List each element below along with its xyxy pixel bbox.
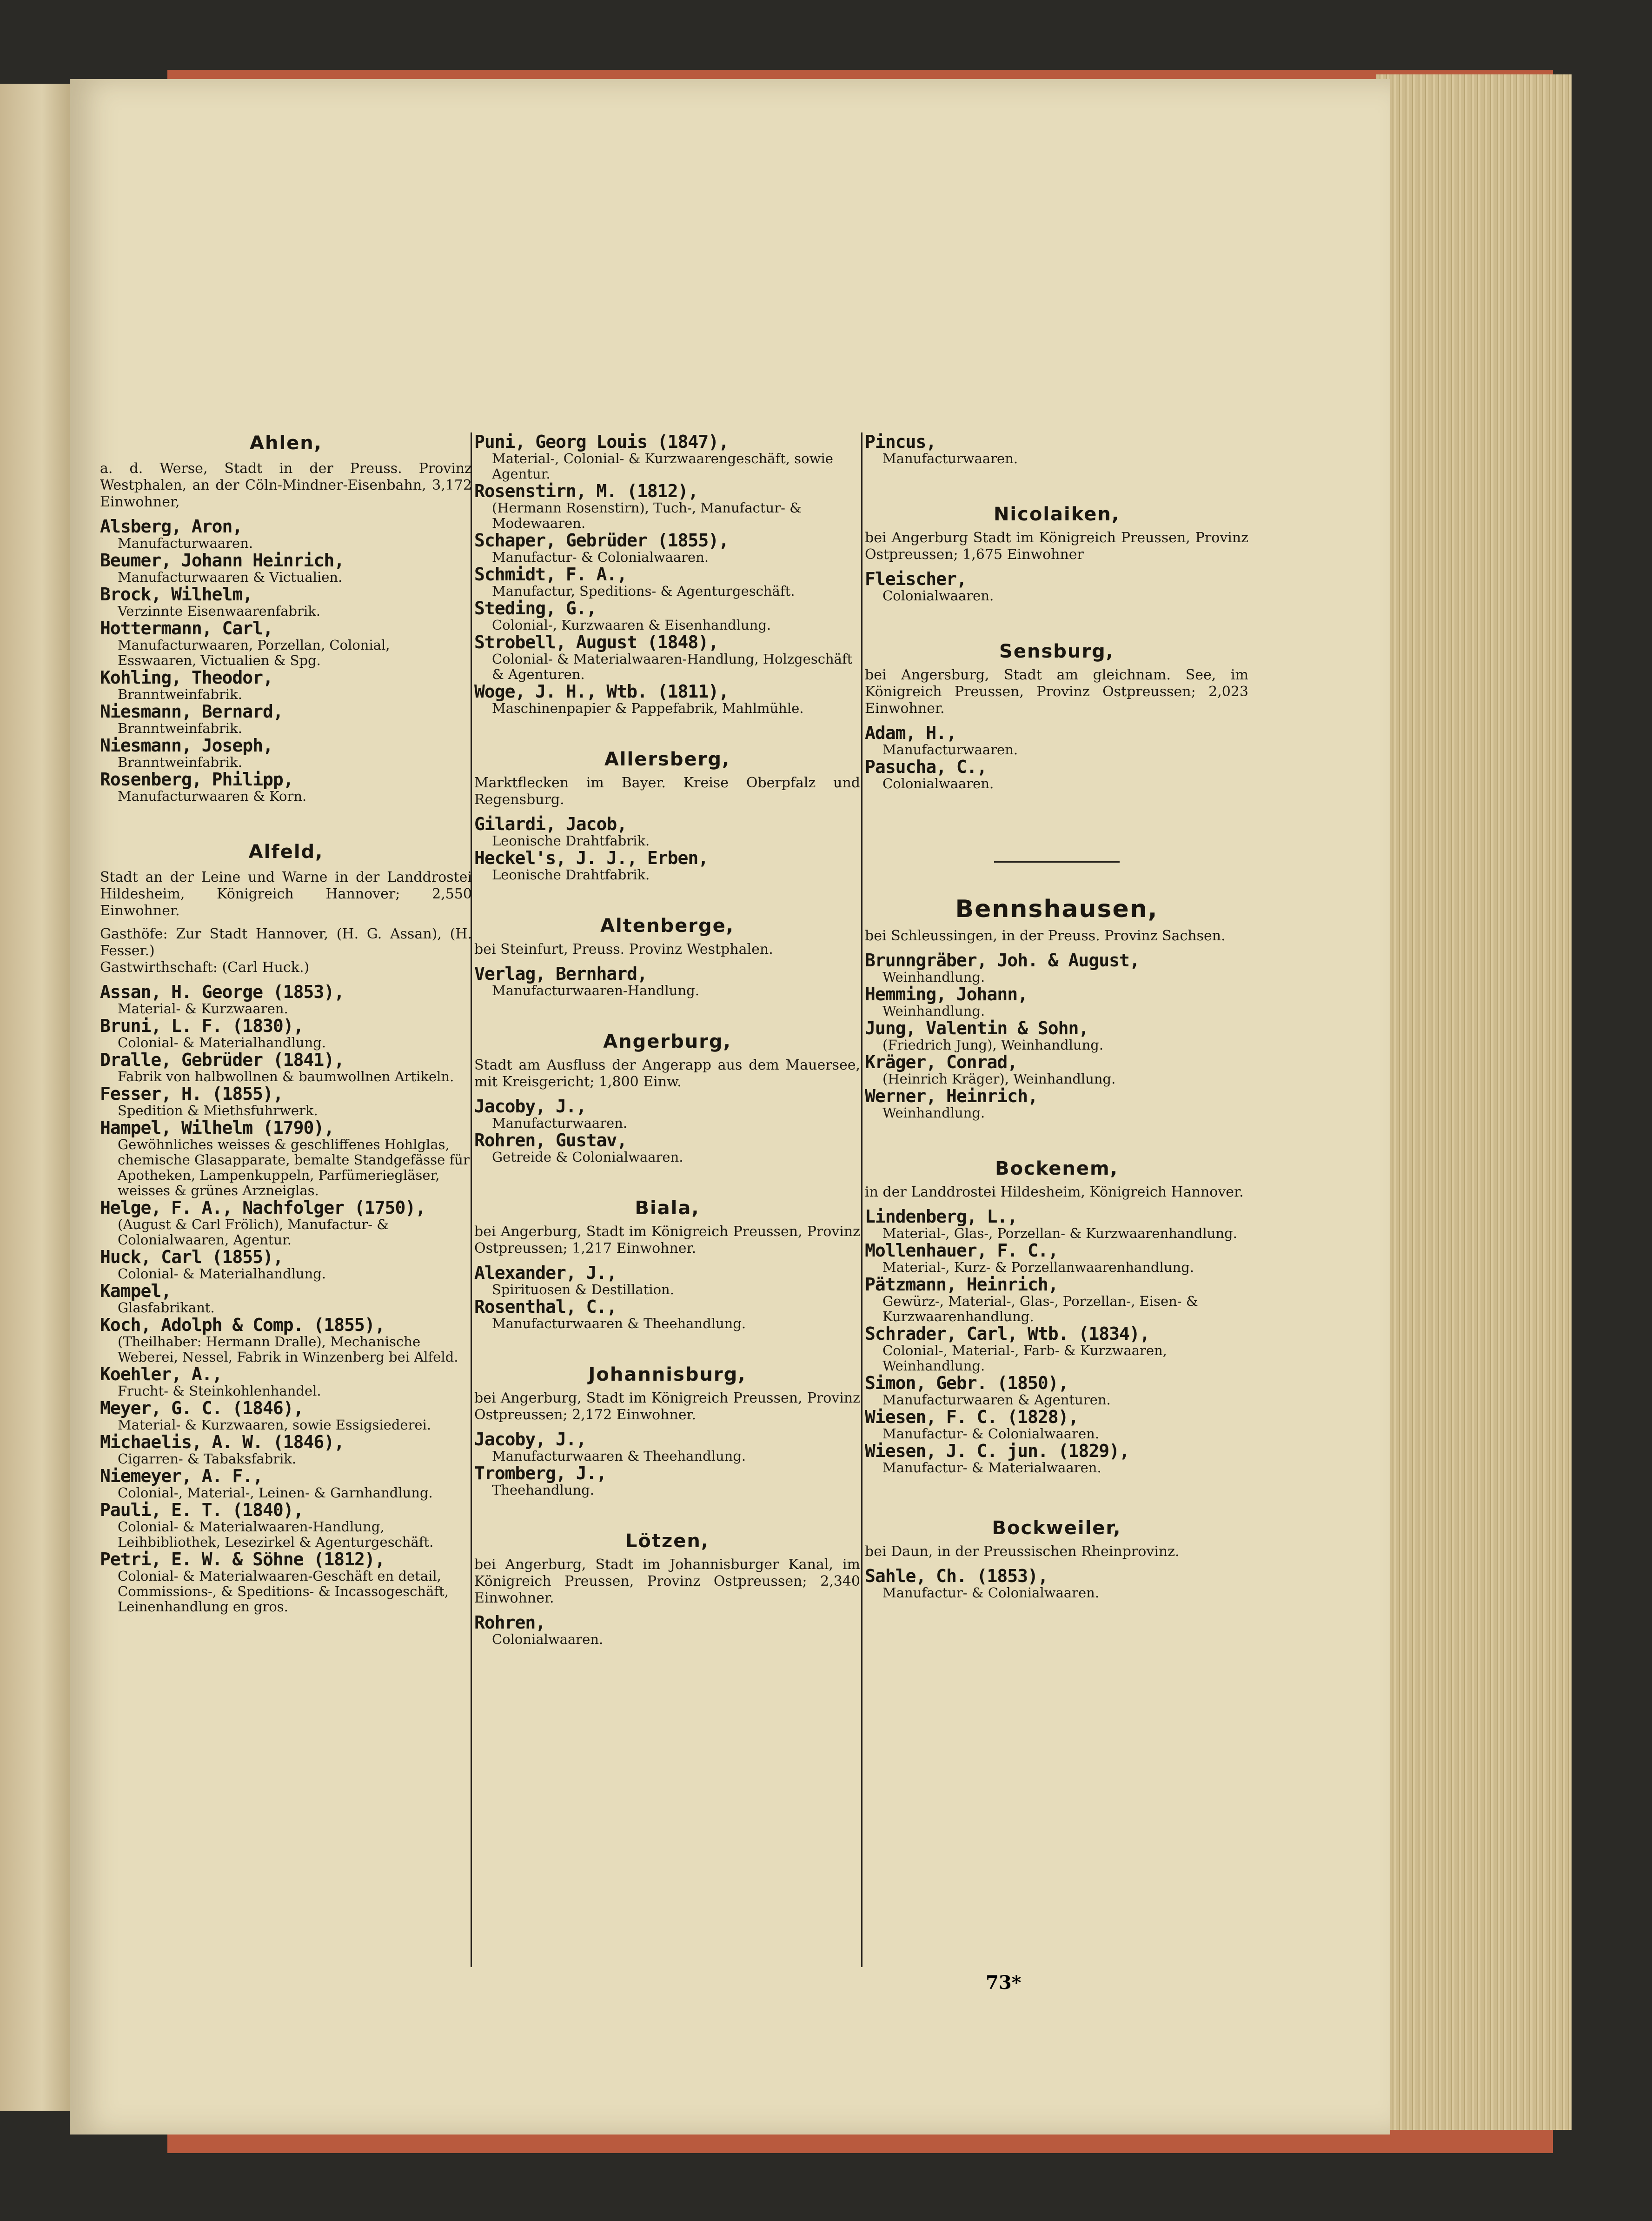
firm-details: Manufactur, Speditions- & Agenturgeschäft.	[492, 583, 795, 599]
place-heading: Ahlen,	[250, 432, 322, 454]
place-heading: Sensburg,	[999, 641, 1114, 662]
firm-details: Colonial-, Material-, Leinen- & Garnhandlung.	[118, 1485, 433, 1501]
firm-details: Manufacturwaaren & Agenturen.	[882, 1392, 1111, 1408]
directory-section	[865, 432, 1248, 466]
firm-name: Fleischer,	[865, 569, 967, 589]
firm-name: Heckel's, J. J., Erben,	[474, 848, 709, 868]
firm-name: Schmidt, F. A.,	[474, 564, 627, 585]
section-divider	[994, 861, 1120, 863]
firm-name: Schaper, Gebrüder (1855),	[474, 530, 729, 551]
firm-details: Branntweinfabrik.	[118, 686, 242, 702]
directory-section	[100, 841, 472, 1615]
directory-entry	[100, 983, 472, 1017]
column-1	[100, 432, 472, 2014]
firm-details: Leonische Drahtfabrik.	[492, 867, 650, 883]
place-description: bei Angerburg, Stadt im Königreich Preussen, Provinz Ostpreussen; 1,217 Einwohner.	[474, 1224, 860, 1257]
directory-entry	[865, 1442, 1248, 1476]
directory-entry	[474, 1297, 860, 1331]
firm-details: Cigarren- & Tabaksfabrik.	[118, 1451, 297, 1467]
firm-details: Fabrik von halbwollnen & baumwollnen Artikeln.	[118, 1069, 454, 1084]
firm-name: Hampel, Wilhelm (1790),	[100, 1117, 334, 1138]
directory-entry	[865, 1275, 1248, 1324]
firm-name: Kampel,	[100, 1281, 172, 1301]
firm-name: Jung, Valentin & Sohn,	[865, 1018, 1089, 1038]
directory-entry	[100, 1248, 472, 1282]
firm-name: Lindenberg, L.,	[865, 1206, 1018, 1227]
firm-details: Colonial- & Materialwaaren-Geschäft en detail, Commissions-, & Speditions- & Incassogeschäft, Leinenhandlung en gros.	[118, 1568, 449, 1615]
firm-name: Niemeyer, A. F.,	[100, 1466, 263, 1486]
place-description: bei Angersburg, Stadt am gleichnam. See, im Königreich Preussen, Provinz Ostpreussen; 2,023 Einwohner.	[865, 667, 1248, 717]
firm-details: Manufactur- & Colonialwaaren.	[492, 549, 709, 565]
place-description: bei Daun, in der Preussischen Rheinprovinz.	[865, 1543, 1180, 1560]
place-description: bei Schleussingen, in der Preuss. Provinz Sachsen.	[865, 928, 1226, 944]
firm-name: Steding, G.,	[474, 598, 597, 618]
directory-entry	[865, 1207, 1248, 1241]
firm-name: Niesmann, Joseph,	[100, 735, 273, 756]
firm-name: Bruni, L. F. (1830),	[100, 1016, 304, 1036]
directory-entry	[100, 668, 472, 702]
place-description: in der Landdrostei Hildesheim, Königreich Hannover.	[865, 1184, 1244, 1200]
place-description: a. d. Werse, Stadt in der Preuss. Provinz Westphalen, an der Cöln-Mindner-Eisenbahn, 3,172 Einwohner,	[100, 460, 472, 510]
directory-section	[474, 432, 860, 716]
directory-entry	[100, 702, 472, 736]
directory-entry	[100, 517, 472, 551]
directory-entry	[474, 682, 860, 716]
firm-details: Manufacturwaaren & Victualien.	[118, 569, 343, 585]
directory-entry	[865, 1567, 1248, 1601]
firm-name: Koch, Adolph & Comp. (1855),	[100, 1315, 385, 1335]
firm-name: Woge, J. H., Wtb. (1811),	[474, 681, 729, 702]
directory-section	[100, 432, 472, 804]
firm-details: Getreide & Colonialwaaren.	[492, 1149, 683, 1165]
directory-entry	[865, 1019, 1248, 1053]
place-heading: Angerburg,	[603, 1031, 731, 1052]
firm-name: Tromberg, J.,	[474, 1463, 607, 1483]
firm-name: Michaelis, A. W. (1846),	[100, 1432, 345, 1452]
directory-entry	[474, 633, 860, 682]
firm-details: Gewürz-, Material-, Glas-, Porzellan-, Eisen- & Kurzwaarenhandlung.	[882, 1293, 1198, 1324]
directory-entry	[865, 1374, 1248, 1408]
firm-details: Manufacturwaaren.	[882, 451, 1018, 466]
place-heading: Johannisburg,	[588, 1364, 746, 1385]
column-3	[865, 432, 1248, 2014]
place-note: Gasthöfe: Zur Stadt Hannover, (H. G. Assan), (H. Fesser.)	[100, 926, 472, 959]
firm-details: Colonial- & Materialwaaren-Handlung, Leihbibliothek, Lesezirkel & Agenturgeschäft.	[118, 1519, 434, 1550]
firm-details: Weinhandlung.	[882, 1105, 985, 1121]
place-description: Stadt an der Leine und Warne in der Landdrostei Hildesheim, Königreich Hannover; 2,550 Einwohner.	[100, 869, 472, 919]
firm-name: Hottermann, Carl,	[100, 618, 273, 638]
firm-details: Maschinenpapier & Pappefabrik, Mahlmühle.	[492, 700, 804, 716]
firm-name: Kohling, Theodor,	[100, 667, 273, 688]
firm-details: Verzinnte Eisenwaarenfabrik.	[118, 603, 321, 619]
firm-details: Spirituosen & Destillation.	[492, 1282, 674, 1297]
firm-name: Simon, Gebr. (1850),	[865, 1373, 1068, 1393]
place-heading: Bennshausen,	[955, 895, 1158, 923]
directory-entry	[100, 1282, 472, 1316]
directory-section	[865, 861, 1248, 1121]
firm-details: Manufacturwaaren & Theehandlung.	[492, 1448, 746, 1464]
firm-name: Hemming, Johann,	[865, 984, 1028, 1004]
firm-details: Manufacturwaaren.	[492, 1115, 628, 1131]
directory-entry	[474, 1131, 860, 1165]
firm-name: Adam, H.,	[865, 723, 956, 743]
firm-name: Niesmann, Bernard,	[100, 701, 283, 722]
firm-details: Gewöhnliches weisses & geschliffenes Hohlglas, chemische Glasapparate, bemalte Standgefässe für Apotheken, Lampenkuppeln, Parfümeriegläser, weisses & grünes Arzneiglas.	[118, 1137, 470, 1198]
directory-entry	[474, 1263, 860, 1297]
firm-name: Brunngräber, Joh. & August,	[865, 950, 1140, 971]
page-number: 73*	[986, 1972, 1022, 1994]
firm-name: Fesser, H. (1855),	[100, 1084, 283, 1104]
firm-name: Rohren,	[474, 1612, 546, 1633]
firm-name: Meyer, G. C. (1846),	[100, 1398, 304, 1418]
firm-details: Manufacturwaaren.	[118, 535, 253, 551]
place-description: bei Angerburg, Stadt im Johannisburger Kanal, im Königreich Preussen, Provinz Ostpreussen; 2,340 Einwohner.	[474, 1556, 860, 1606]
directory-section	[865, 641, 1248, 791]
directory-entry	[100, 1433, 472, 1467]
directory-entry	[100, 1550, 472, 1615]
firm-name: Wiesen, F. C. (1828),	[865, 1407, 1079, 1427]
firm-details: Manufacturwaaren & Theehandlung.	[492, 1316, 746, 1331]
directory-section	[474, 1530, 860, 1647]
directory-entry	[474, 432, 860, 482]
firm-details: Branntweinfabrik.	[118, 720, 242, 736]
directory-entry	[474, 849, 860, 883]
directory-entry	[100, 1118, 472, 1198]
firm-details: (Heinrich Kräger), Weinhandlung.	[882, 1071, 1116, 1087]
firm-name: Strobell, August (1848),	[474, 632, 719, 652]
firm-name: Rosenberg, Philipp,	[100, 769, 293, 790]
firm-name: Pincus,	[865, 432, 936, 452]
directory-entry	[100, 736, 472, 770]
firm-name: Gilardi, Jacob,	[474, 814, 627, 834]
firm-details: Colonial- & Materialwaaren-Handlung, Holzgeschäft & Agenturen.	[492, 651, 853, 682]
directory-entry	[100, 1501, 472, 1550]
firm-name: Wiesen, J. C. jun. (1829),	[865, 1441, 1129, 1461]
directory-entry	[865, 1408, 1248, 1442]
firm-details: Manufactur- & Colonialwaaren.	[882, 1585, 1100, 1601]
left-page-edge	[0, 84, 70, 2111]
place-description: Marktflecken im Bayer. Kreise Oberpfalz und Regensburg.	[474, 775, 860, 808]
directory-entry	[474, 565, 860, 599]
directory-entry	[474, 531, 860, 565]
firm-details: (Hermann Rosenstirn), Tuch-, Manufactur- & Modewaaren.	[492, 500, 802, 531]
place-description: bei Steinfurt, Preuss. Provinz Westphalen.	[474, 941, 773, 958]
firm-name: Alsberg, Aron,	[100, 516, 243, 537]
firm-details: Colonialwaaren.	[882, 776, 994, 791]
place-heading: Nicolaiken,	[993, 504, 1120, 525]
column-rule	[861, 432, 862, 1967]
firm-name: Verlag, Bernhard,	[474, 964, 647, 984]
place-heading: Bockweiler,	[992, 1517, 1121, 1539]
firm-details: Colonial-, Material-, Farb- & Kurzwaaren, Weinhandlung.	[882, 1343, 1167, 1374]
directory-entry	[474, 1613, 860, 1647]
firm-name: Pauli, E. T. (1840),	[100, 1500, 304, 1520]
firm-name: Mollenhauer, F. C.,	[865, 1240, 1058, 1261]
firm-details: Frucht- & Steinkohlenhandel.	[118, 1383, 321, 1399]
firm-name: Pasucha, C.,	[865, 757, 987, 777]
directory-entry	[100, 1399, 472, 1433]
firm-name: Petri, E. W. & Söhne (1812),	[100, 1549, 385, 1569]
directory-entry	[865, 1241, 1248, 1275]
firm-details: Theehandlung.	[492, 1482, 594, 1498]
directory-entry	[865, 951, 1248, 985]
directory-section	[474, 915, 860, 998]
firm-details: Material-, Glas-, Porzellan- & Kurzwaarenhandlung.	[882, 1225, 1237, 1241]
firm-name: Huck, Carl (1855),	[100, 1247, 283, 1267]
firm-details: (Theilhaber: Hermann Dralle), Mechanische Weberei, Nessel, Fabrik in Winzenberg bei Alfeld.	[118, 1334, 458, 1365]
firm-details: Colonial-, Kurzwaaren & Eisenhandlung.	[492, 617, 771, 633]
directory-entry	[865, 1053, 1248, 1087]
firm-details: Colonialwaaren.	[492, 1631, 604, 1647]
directory-entry	[100, 1017, 472, 1051]
firm-name: Dralle, Gebrüder (1841),	[100, 1050, 345, 1070]
firm-details: Manufacturwaaren & Korn.	[118, 788, 307, 804]
firm-details: Colonial- & Materialhandlung.	[118, 1266, 326, 1282]
place-description: Stadt am Ausfluss der Angerapp aus dem Mauersee, mit Kreisgericht; 1,800 Einw.	[474, 1057, 860, 1090]
page-edges	[1376, 74, 1572, 2130]
firm-name: Brock, Wilhelm,	[100, 584, 253, 605]
firm-details: Weinhandlung.	[882, 969, 985, 985]
directory-entry	[474, 1097, 860, 1131]
firm-details: Glasfabrikant.	[118, 1300, 215, 1316]
firm-name: Kräger, Conrad,	[865, 1052, 1018, 1072]
firm-details: Material- & Kurzwaaren.	[118, 1001, 288, 1017]
firm-name: Sahle, Ch. (1853),	[865, 1566, 1048, 1586]
firm-name: Schrader, Carl, Wtb. (1834),	[865, 1323, 1150, 1344]
firm-details: Branntweinfabrik.	[118, 754, 242, 770]
place-heading: Alfeld,	[248, 841, 324, 863]
firm-name: Beumer, Johann Heinrich,	[100, 550, 345, 571]
directory-entry	[100, 1198, 472, 1248]
firm-details: Material- & Kurzwaaren, sowie Essigsiederei.	[118, 1417, 431, 1433]
firm-name: Werner, Heinrich,	[865, 1086, 1038, 1106]
place-note: Gastwirthschaft: (Carl Huck.)	[100, 959, 310, 976]
directory-entry	[865, 1087, 1248, 1121]
directory-entry	[865, 758, 1248, 791]
directory-entry	[100, 770, 472, 804]
firm-name: Puni, Georg Louis (1847),	[474, 432, 729, 452]
firm-name: Rohren, Gustav,	[474, 1130, 627, 1150]
firm-name: Helge, F. A., Nachfolger (1750),	[100, 1197, 426, 1218]
directory-entry	[865, 432, 1248, 466]
firm-name: Rosenthal, C.,	[474, 1297, 617, 1317]
directory-entry	[865, 985, 1248, 1019]
firm-name: Alexander, J.,	[474, 1263, 617, 1283]
directory-entry	[474, 599, 860, 633]
firm-name: Koehler, A.,	[100, 1364, 222, 1384]
directory-section	[865, 1158, 1248, 1476]
directory-entry	[100, 1365, 472, 1399]
directory-entry	[100, 551, 472, 585]
column-2	[474, 432, 860, 2014]
place-description: bei Angerburg Stadt im Königreich Preussen, Provinz Ostpreussen; 1,675 Einwohner	[865, 530, 1248, 563]
firm-details: (August & Carl Frölich), Manufactur- & Colonialwaaren, Agentur.	[118, 1217, 389, 1248]
place-heading: Biala,	[635, 1197, 700, 1219]
directory-content	[100, 432, 1318, 2014]
directory-entry	[865, 724, 1248, 758]
directory-section	[474, 749, 860, 883]
firm-details: Material-, Colonial- & Kurzwaarengeschäft, sowie Agentur.	[492, 451, 833, 482]
firm-name: Assan, H. George (1853),	[100, 982, 345, 1002]
directory-entry	[100, 619, 472, 668]
firm-details: Manufacturwaaren, Porzellan, Colonial, Esswaaren, Victualien & Spg.	[118, 637, 390, 668]
directory-entry	[100, 1467, 472, 1501]
directory-entry	[474, 964, 860, 998]
place-description: bei Angerburg, Stadt im Königreich Preussen, Provinz Ostpreussen; 2,172 Einwohner.	[474, 1390, 860, 1423]
firm-name: Pätzmann, Heinrich,	[865, 1274, 1058, 1295]
firm-details: Weinhandlung.	[882, 1003, 985, 1019]
directory-section	[474, 1364, 860, 1498]
firm-name: Jacoby, J.,	[474, 1429, 586, 1450]
directory-entry	[100, 1051, 472, 1084]
directory-section	[474, 1197, 860, 1331]
directory-entry	[474, 815, 860, 849]
firm-details: Material-, Kurz- & Porzellanwaarenhandlung.	[882, 1259, 1194, 1275]
firm-details: Colonial- & Materialhandlung.	[118, 1035, 326, 1051]
firm-details: Manufacturwaaren-Handlung.	[492, 983, 699, 998]
place-heading: Bockenem,	[995, 1158, 1118, 1179]
firm-details: (Friedrich Jung), Weinhandlung.	[882, 1037, 1104, 1053]
directory-entry	[100, 1316, 472, 1365]
directory-entry	[474, 1430, 860, 1464]
firm-details: Manufactur- & Colonialwaaren.	[882, 1426, 1100, 1442]
directory-entry	[865, 570, 1248, 604]
directory-entry	[474, 482, 860, 531]
directory-entry	[100, 1084, 472, 1118]
directory-entry	[865, 1324, 1248, 1374]
directory-entry	[474, 1464, 860, 1498]
place-heading: Lötzen,	[625, 1530, 710, 1552]
firm-name: Jacoby, J.,	[474, 1096, 586, 1117]
firm-details: Manufactur- & Materialwaaren.	[882, 1460, 1101, 1476]
firm-details: Colonialwaaren.	[882, 588, 994, 604]
firm-details: Manufacturwaaren.	[882, 742, 1018, 758]
directory-section	[865, 1517, 1248, 1601]
firm-details: Spedition & Miethsfuhrwerk.	[118, 1103, 318, 1118]
firm-name: Rosenstirn, M. (1812),	[474, 481, 698, 501]
directory-section	[474, 1031, 860, 1165]
directory-section	[865, 504, 1248, 604]
place-heading: Altenberge,	[600, 915, 734, 937]
place-heading: Allersberg,	[604, 749, 730, 770]
firm-details: Leonische Drahtfabrik.	[492, 833, 650, 849]
directory-entry	[100, 585, 472, 619]
